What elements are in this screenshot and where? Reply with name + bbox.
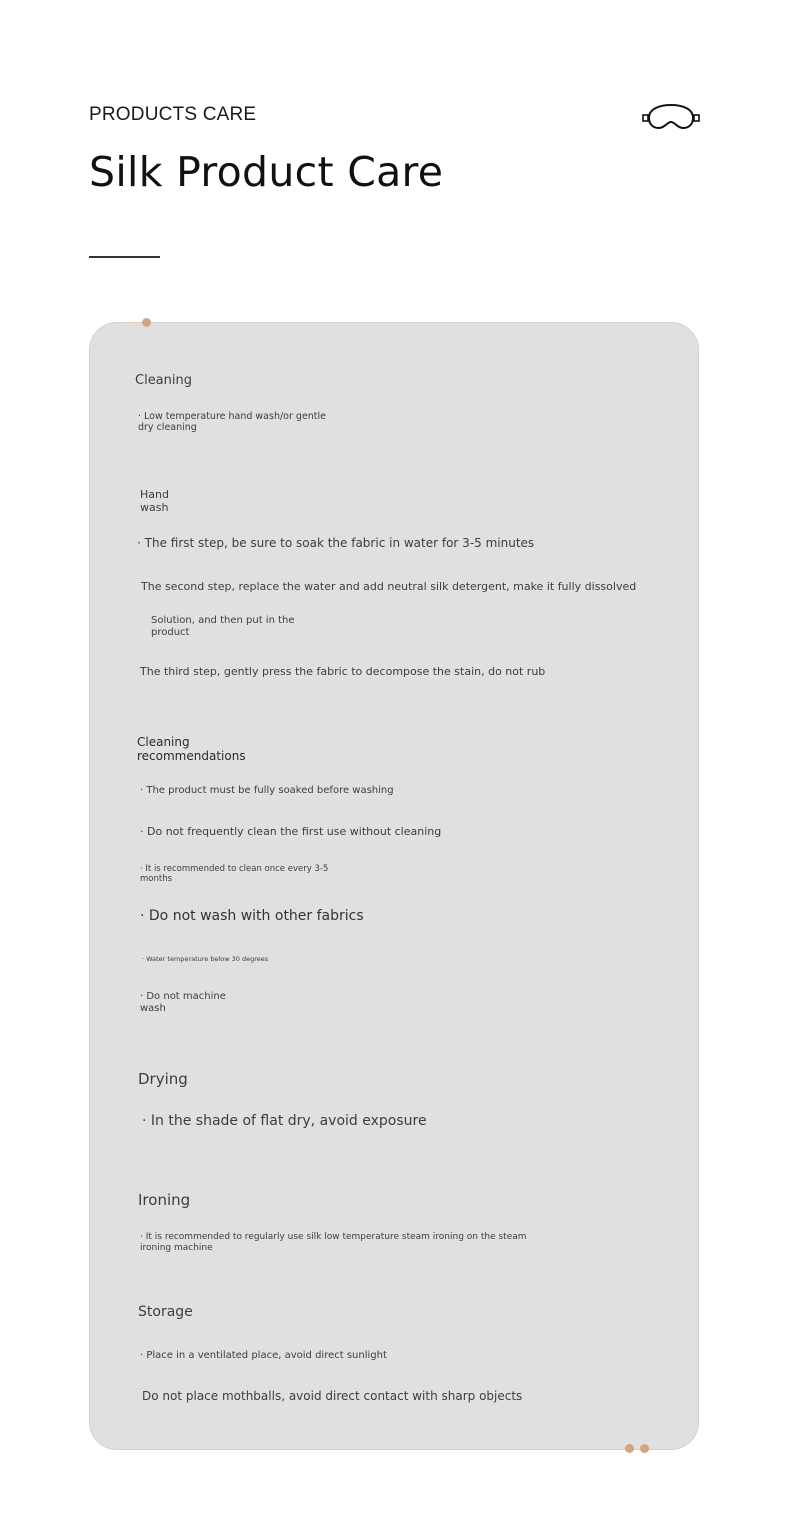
page-title: Silk Product Care xyxy=(89,148,444,196)
hand-wash-step-1: · The first step, be sure to soak the fabric in water for 3-5 minutes xyxy=(137,536,535,550)
cleaning-heading: Cleaning xyxy=(135,373,192,388)
drying-item: · In the shade of flat dry, avoid exposure xyxy=(142,1113,427,1129)
cleaning-note: · Low temperature hand wash/or gentle dry cleaning xyxy=(138,411,327,434)
ironing-heading: Ironing xyxy=(138,1191,191,1209)
ironing-item: · It is recommended to regularly use silk low temperature steam ironing on the steam ironing machine xyxy=(140,1232,527,1253)
recommendation-item: · Do not wash with other fabrics xyxy=(140,908,364,924)
hand-wash-step-3: The third step, gently press the fabric to decompose the stain, do not rub xyxy=(140,665,546,678)
storage-item: Do not place mothballs, avoid direct contact with sharp objects xyxy=(142,1389,523,1403)
hand-wash-step-2-continued: Solution, and then put in the product xyxy=(151,615,295,638)
drying-heading: Drying xyxy=(138,1070,188,1088)
decorative-dot xyxy=(142,318,151,327)
hand-wash-step-2: The second step, replace the water and add neutral silk detergent, make it fully dissolved xyxy=(141,580,637,593)
eye-mask-icon xyxy=(641,102,701,132)
recommendation-item: · Do not machine wash xyxy=(140,991,226,1014)
recommendation-item: · It is recommended to clean once every 3-5 months xyxy=(140,864,329,885)
decorative-dot xyxy=(625,1444,634,1453)
recommendation-item: · The product must be fully soaked before washing xyxy=(140,785,394,796)
recommendation-item: · Do not frequently clean the first use without cleaning xyxy=(140,825,442,838)
decorative-dot xyxy=(640,1444,649,1453)
title-divider xyxy=(89,256,160,258)
recommendations-heading: Cleaning recommendations xyxy=(137,735,246,764)
care-card xyxy=(89,322,699,1450)
section-kicker: PRODUCTS CARE xyxy=(89,104,257,125)
storage-heading: Storage xyxy=(138,1304,193,1320)
recommendation-item: · Water temperature below 30 degrees xyxy=(142,955,269,963)
hand-wash-heading: Hand wash xyxy=(140,488,169,515)
storage-item: · Place in a ventilated place, avoid direct sunlight xyxy=(140,1350,387,1361)
